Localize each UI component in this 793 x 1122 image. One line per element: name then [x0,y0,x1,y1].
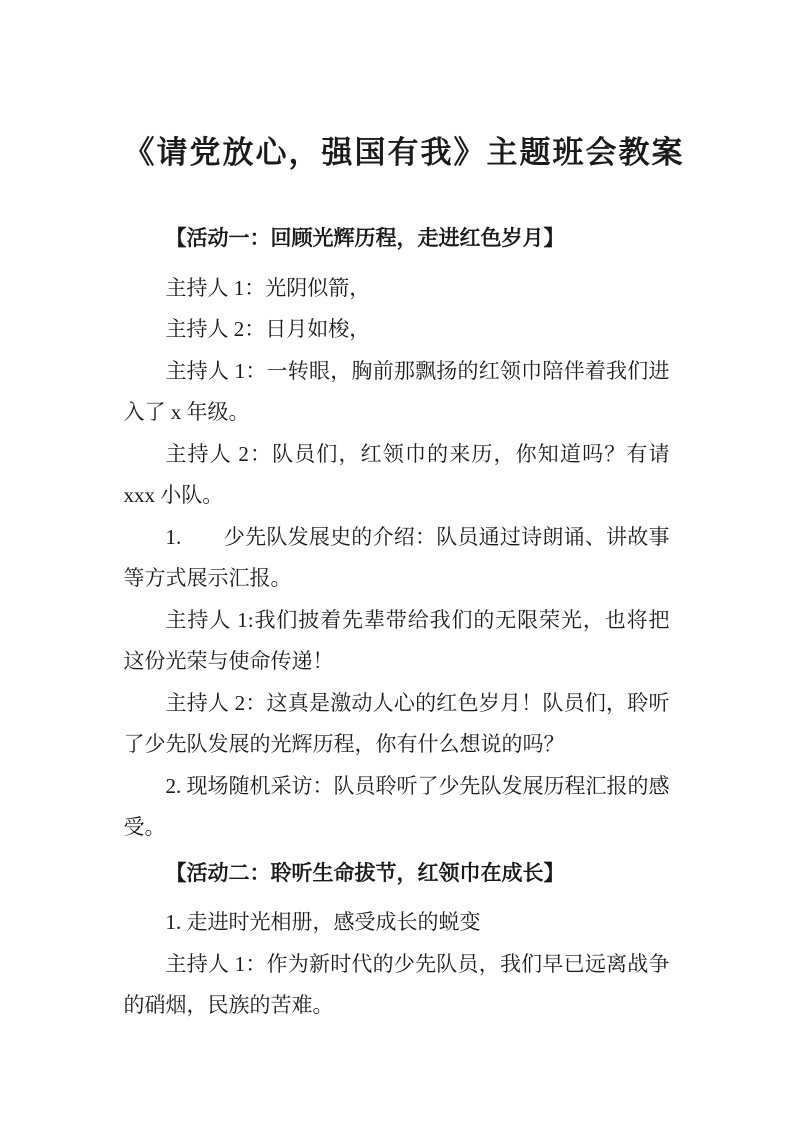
numbered-item: 1. 少先队发展史的介绍：队员通过诗朗诵、讲故事等方式展示汇报。 [123,524,670,590]
document-title: 《请党放心，强国有我》主题班会教案 [123,135,685,170]
section-heading-activity-2: 【活动二：聆听生命拔节，红领巾在成长】 [165,860,565,885]
paragraph: 主持人 1：光阴似箭， [165,275,371,300]
paragraph: 主持人 1：作为新时代的少先队员，我们早已远离战争的硝烟，民族的苦难。 [123,951,670,1017]
numbered-item: 1. 走进时光相册，感受成长的蜕变 [165,910,481,934]
section-heading-activity-1: 【活动一：回顾光辉历程，走进红色岁月】 [165,226,565,250]
paragraph: 主持人 1:我们披着先辈带给我们的无限荣光，也将把这份光荣与使命传递！ [123,607,670,673]
paragraph: 主持人 2：日月如梭， [165,317,371,341]
paragraph: 主持人 2：这真是激动人心的红色岁月！队员们，聆听了少先队发展的光辉历程，你有什么想说的吗？ [123,690,670,756]
paragraph: 主持人 1：一转眼，胸前那飘扬的红领巾陪伴着我们进入了 x 年级。 [123,358,670,424]
document-body [123,130,685,1027]
numbered-item: 2. 现场随机采访：队员聆听了少先队发展历程汇报的感受。 [123,773,670,839]
paragraph: 主持人 2：队员们，红领巾的来历，你知道吗？有请 xxx 小队。 [123,441,670,507]
